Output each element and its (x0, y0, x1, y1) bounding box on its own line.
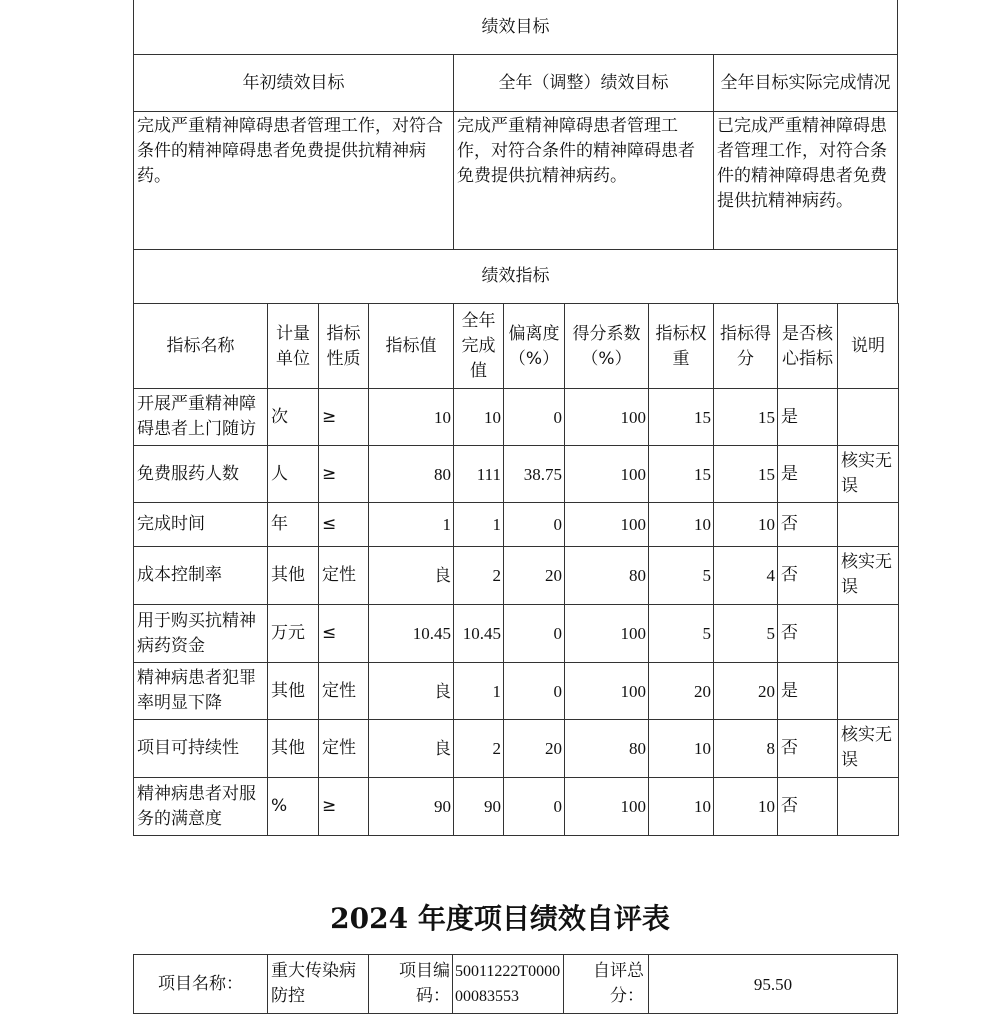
indicators-section-title: 绩效指标 (133, 249, 898, 304)
indicator-cell-name: 完成时间 (133, 502, 268, 547)
indicator-cell-score: 20 (713, 662, 778, 720)
indicator-cell-nature: ≥ (318, 445, 369, 503)
indicator-cell-coef: 100 (564, 445, 649, 503)
indicator-cell-unit: 人 (267, 445, 319, 503)
indicator-cell-coef: 80 (564, 546, 649, 605)
indicator-cell-deviation: 0 (503, 502, 565, 547)
indicator-cell-note (837, 604, 899, 663)
indicator-cell-deviation: 0 (503, 662, 565, 720)
indicator-cell-note (837, 502, 899, 547)
indicator-cell-target: 10.45 (368, 604, 454, 663)
indicator-cell-coef: 100 (564, 388, 649, 446)
indicator-cell-score: 15 (713, 388, 778, 446)
actual-completion-text: 已完成严重精神障碍患者管理工作，对符合条件的精神障碍患者免费提供抗精神病药。 (713, 111, 898, 250)
indicator-cell-done: 2 (453, 719, 504, 778)
indicator-cell-name: 免费服药人数 (133, 445, 268, 503)
indicator-cell-unit: 万元 (267, 604, 319, 663)
column-header-core: 是否核心指标 (777, 303, 838, 390)
indicator-cell-coef: 100 (564, 777, 649, 836)
indicator-cell-weight: 20 (648, 662, 714, 720)
indicator-cell-core: 是 (777, 388, 838, 446)
project-code-value: 50011222T000000083553 (452, 954, 564, 1014)
header-initial-goal: 年初绩效目标 (133, 54, 454, 112)
indicator-cell-name: 成本控制率 (133, 546, 268, 605)
project-name-label: 项目名称： (133, 954, 268, 1014)
indicator-cell-nature: 定性 (318, 719, 369, 778)
indicator-cell-unit: 其他 (267, 719, 319, 778)
indicator-cell-deviation: 0 (503, 388, 565, 446)
indicator-cell-done: 10.45 (453, 604, 504, 663)
indicator-cell-nature: ≥ (318, 777, 369, 836)
header-adjusted-goal: 全年（调整）绩效目标 (453, 54, 714, 112)
column-header-note: 说明 (837, 303, 899, 390)
indicator-cell-unit: % (267, 777, 319, 836)
indicator-cell-target: 良 (368, 546, 454, 605)
indicator-cell-weight: 15 (648, 445, 714, 503)
indicator-cell-note: 核实无误 (837, 546, 899, 605)
indicator-cell-unit: 年 (267, 502, 319, 547)
indicator-cell-weight: 15 (648, 388, 714, 446)
column-header-weight: 指标权重 (648, 303, 714, 390)
column-header-unit: 计量单位 (267, 303, 319, 390)
column-header-done: 全年完成值 (453, 303, 504, 390)
self-score-label: 自评总分： (563, 954, 649, 1014)
indicator-cell-done: 1 (453, 662, 504, 720)
indicator-cell-weight: 5 (648, 604, 714, 663)
indicator-cell-unit: 其他 (267, 662, 319, 720)
indicator-cell-score: 8 (713, 719, 778, 778)
indicator-cell-unit: 次 (267, 388, 319, 446)
indicator-cell-core: 否 (777, 604, 838, 663)
indicator-cell-done: 90 (453, 777, 504, 836)
column-header-coef: 得分系数（%） (564, 303, 649, 390)
indicator-cell-nature: ≤ (318, 604, 369, 663)
project-code-label: 项目编码： (368, 954, 453, 1014)
indicator-cell-deviation: 20 (503, 546, 565, 605)
indicator-cell-core: 否 (777, 502, 838, 547)
adjusted-goal-text: 完成严重精神障碍患者管理工作，对符合条件的精神障碍患者免费提供抗精神病药。 (453, 111, 714, 250)
indicator-cell-target: 90 (368, 777, 454, 836)
indicator-cell-name: 项目可持续性 (133, 719, 268, 778)
indicator-cell-done: 10 (453, 388, 504, 446)
indicator-cell-target: 良 (368, 662, 454, 720)
indicator-cell-target: 10 (368, 388, 454, 446)
indicator-cell-coef: 100 (564, 662, 649, 720)
column-header-target: 指标值 (368, 303, 454, 390)
indicator-cell-deviation: 38.75 (503, 445, 565, 503)
indicator-cell-score: 4 (713, 546, 778, 605)
column-header-score: 指标得分 (713, 303, 778, 390)
indicator-cell-core: 是 (777, 662, 838, 720)
indicator-cell-note: 核实无误 (837, 445, 899, 503)
indicator-cell-nature: 定性 (318, 546, 369, 605)
indicator-cell-done: 111 (453, 445, 504, 503)
indicator-cell-core: 否 (777, 719, 838, 778)
indicator-cell-score: 5 (713, 604, 778, 663)
indicator-cell-target: 良 (368, 719, 454, 778)
indicator-cell-note (837, 777, 899, 836)
indicator-cell-note (837, 662, 899, 720)
indicator-cell-coef: 100 (564, 502, 649, 547)
indicator-cell-deviation: 0 (503, 777, 565, 836)
column-header-nature: 指标性质 (318, 303, 369, 390)
indicator-cell-target: 80 (368, 445, 454, 503)
indicator-cell-name: 精神病患者对服务的满意度 (133, 777, 268, 836)
goals-section-title: 绩效目标 (133, 0, 898, 55)
indicator-cell-score: 15 (713, 445, 778, 503)
indicator-cell-coef: 80 (564, 719, 649, 778)
indicator-cell-core: 是 (777, 445, 838, 503)
indicator-cell-deviation: 0 (503, 604, 565, 663)
project-name-value: 重大传染病防控 (267, 954, 369, 1014)
indicator-cell-name: 用于购买抗精神病药资金 (133, 604, 268, 663)
indicator-cell-nature: ≤ (318, 502, 369, 547)
indicator-cell-weight: 5 (648, 546, 714, 605)
indicator-cell-done: 1 (453, 502, 504, 547)
indicator-cell-target: 1 (368, 502, 454, 547)
initial-goal-text: 完成严重精神障碍患者管理工作，对符合条件的精神障碍患者免费提供抗精神病药。 (133, 111, 454, 250)
indicator-cell-note (837, 388, 899, 446)
header-actual-completion: 全年目标实际完成情况 (713, 54, 898, 112)
indicator-cell-core: 否 (777, 546, 838, 605)
indicator-cell-name: 开展严重精神障碍患者上门随访 (133, 388, 268, 446)
indicator-cell-weight: 10 (648, 719, 714, 778)
indicator-cell-weight: 10 (648, 777, 714, 836)
indicator-cell-nature: ≥ (318, 388, 369, 446)
indicator-cell-deviation: 20 (503, 719, 565, 778)
column-header-name: 指标名称 (133, 303, 268, 390)
indicator-cell-weight: 10 (648, 502, 714, 547)
indicator-cell-name: 精神病患者犯罪率明显下降 (133, 662, 268, 720)
column-header-deviation: 偏离度（%） (503, 303, 565, 390)
indicator-cell-note: 核实无误 (837, 719, 899, 778)
next-form-title: 2024 年度项目绩效自评表 (330, 902, 670, 935)
indicator-cell-core: 否 (777, 777, 838, 836)
indicator-cell-coef: 100 (564, 604, 649, 663)
self-score-value: 95.50 (648, 954, 898, 1014)
indicator-cell-score: 10 (713, 502, 778, 547)
indicator-cell-nature: 定性 (318, 662, 369, 720)
indicator-cell-unit: 其他 (267, 546, 319, 605)
indicator-cell-score: 10 (713, 777, 778, 836)
indicator-cell-done: 2 (453, 546, 504, 605)
